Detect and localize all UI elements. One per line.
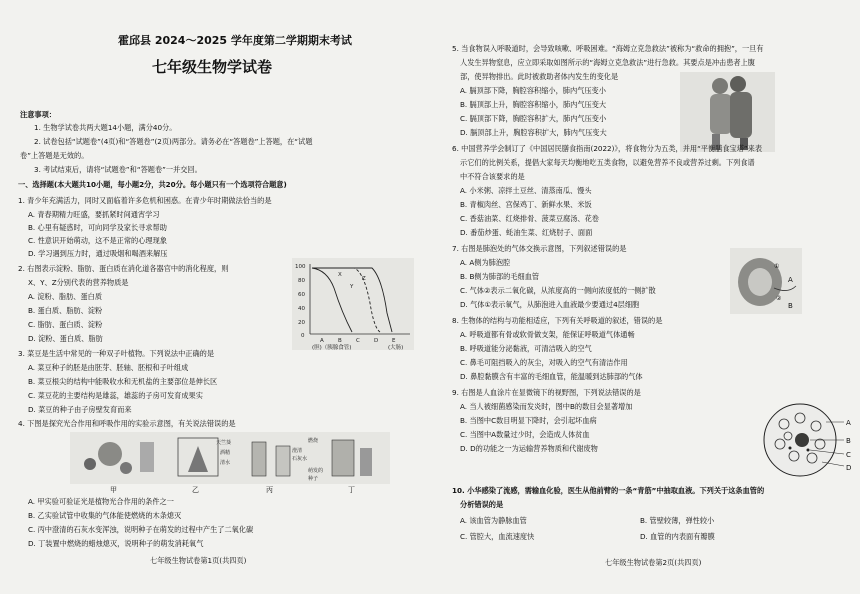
question-2-line2: X、Y、Z分别代表的营养物质是 [28, 278, 129, 287]
question-4: 4. 下图是探究光合作用和呼吸作用的实验示意图，有关说法错误的是 [18, 419, 236, 428]
option: C. 性意识开始萌动，这不是正常的心理现象 [28, 236, 167, 245]
option: B. 青椒肉丝、宫保鸡丁、新鲜水果、米饭 [460, 200, 592, 209]
fig-label-a: A [846, 419, 851, 427]
option: D. 气体①表示氧气，从肺泡进入血液最少要通过4层细胞 [460, 300, 640, 309]
fig-text: 澄清 [292, 448, 303, 454]
option: C. 鼻毛可阻挡吸入的灰尘，对吸入的空气有清洁作用 [460, 358, 628, 367]
note-line: 卷”上答题是无效的。 [20, 151, 89, 160]
option: D. 膈顶部上升，胸腔容积扩大，肺内气压变大 [460, 128, 607, 137]
fig-label-yi: 乙 [192, 486, 199, 494]
option: A. 呼吸道都有骨或软骨做支架，能保证呼吸道气体通畅 [460, 330, 635, 339]
x-tick: E [392, 338, 396, 344]
question-8: 8. 生物体的结构与功能相适应，下列有关呼吸道的叙述，错误的是 [452, 316, 663, 325]
alveolus-figure [730, 248, 802, 314]
question-10-line: 分析错误的是 [460, 500, 504, 509]
question-10: 10. 小华感染了流感，需输血化验，医生从他前臂的一条“青筋”中抽取血液。下列关于这条血管的 [452, 486, 765, 495]
option: A. 菜豆种子的胚是由胚芽、胚轴、胚根和子叶组成 [28, 363, 189, 372]
digestion-chart [292, 258, 414, 350]
y-tick: 80 [298, 278, 305, 284]
curve-label-x: X [338, 272, 342, 278]
x-tick: C [356, 338, 360, 344]
option: B. 菜豆根尖的结构中能吸收水和无机盐的主要部位是伸长区 [28, 377, 218, 386]
y-tick: 40 [298, 306, 305, 312]
option: B. 呼吸道能分泌黏液，可清洁吸入的空气 [460, 344, 592, 353]
option: B. 当图中C数目明显下降时，会引起坏血病 [460, 416, 597, 425]
x-caption: (大肠) [388, 345, 404, 350]
experiment-figure [70, 432, 390, 494]
option: D. 学习遇到压力时，通过吸烟和喝酒来解压 [28, 249, 168, 258]
option: C. 膈顶部下降，胸腔容积扩大，肺内气压变小 [460, 114, 607, 123]
question-6-line: 示它们的比例关系，提倡大家每天均衡地吃五类食物，以避免营养不良或营养过剩。下列食谱 [460, 158, 755, 167]
option: A. 该血管为静脉血管 [460, 516, 527, 525]
fig-label-c: C [846, 451, 851, 459]
curve-label-y: Y [350, 284, 354, 290]
fig-text: 燃烧 [308, 438, 319, 444]
fig-label-1: ① [774, 263, 780, 270]
option: D. 番茄炒蛋、蚝油生菜、红烧肘子、面面 [460, 228, 593, 237]
y-tick: 100 [295, 264, 306, 270]
blood-smear-figure [760, 400, 856, 480]
option: D. D的功能之一为运输营养物质和代谢废物 [460, 444, 598, 453]
option: D. 丁装置中燃烧的蜡烛熄灭，说明种子的萌发消耗氧气 [28, 539, 204, 548]
y-tick: 20 [298, 320, 305, 326]
fig-text: 萌发的 [308, 468, 324, 474]
exam-title: 霍邱县 2024～2025 学年度第二学期期末考试 [118, 34, 352, 47]
y-tick: 0 [301, 333, 305, 339]
option: C. 脂肪、蛋白质、淀粉 [28, 320, 103, 329]
option: C. 气体②表示二氧化碳，从浓度高的一侧向浓度低的一侧扩散 [460, 286, 656, 295]
note-line: 1. 生物学试卷共两大题14小题，满分40分。 [34, 123, 177, 132]
question-7: 7. 右图是肺泡处的气体交换示意图，下列叙述错误的是 [452, 244, 627, 253]
x-tick: D [374, 338, 379, 344]
fig-label-2: ② [776, 295, 782, 302]
fig-text: 石灰水 [292, 456, 308, 462]
question-5: 5. 当食物误入呼吸道时，会导致咳嗽、呼吸困难。“海姆立克急救法”被称为“救命的拥抱”，一旦有 [452, 44, 764, 53]
fig-text: 酒精 [220, 450, 231, 456]
fig-label-b: B [788, 302, 793, 310]
question-3: 3. 菜豆是生活中常见的一种双子叶植物。下列说法中正确的是 [18, 349, 215, 358]
fig-label-a: A [788, 276, 793, 284]
option: A. 当人被细菌感染而发炎时，图中B的数目会显著增加 [460, 402, 633, 411]
question-6: 6. 中国营养学会制订了《中国居民膳食指南(2022)》，将食物分为五类，并用“平衡膳食宝塔”来表 [452, 144, 763, 153]
option: A. 甲实验可验证光是植物光合作用的条件之一 [28, 497, 174, 506]
option: B. 膈顶部上升，胸腔容积缩小，肺内气压变大 [460, 100, 607, 109]
fig-label-jia: 甲 [110, 486, 117, 494]
fig-text: 天竺葵 [216, 440, 232, 446]
option: A. 小米粥、凉拌土豆丝、清蒸南瓜、馒头 [460, 186, 592, 195]
x-tick: A [320, 338, 324, 344]
option: A. 青春期精力旺盛，要抓紧时间通宵学习 [28, 210, 160, 219]
question-1: 1. 青少年充满活力，同时又面临着许多危机和困惑。在青少年时期做法恰当的是 [18, 196, 272, 205]
option: B. 乙实验试管中收集的气体能使燃烧的木条熄灭 [28, 511, 182, 520]
x-tick: B [338, 338, 342, 344]
curve-label-z: Z [362, 276, 366, 282]
option: D. 血管的内表面有瓣膜 [640, 532, 715, 541]
option: D. 鼻腔黏膜含有丰富的毛细血管，能温暖到达肺部的气体 [460, 372, 643, 381]
exam-subtitle: 七年级生物学试卷 [152, 58, 273, 76]
option: A. A侧为肺泡腔 [460, 258, 511, 267]
page-footer: 七年级生物试卷第2页(共四页) [605, 558, 702, 567]
option: A. 膈顶部下降，胸腔容积缩小，肺内气压变小 [460, 86, 606, 95]
question-6-line: 中不符合该要求的是 [460, 172, 525, 181]
option: D. 菜豆的种子由子房壁发育而来 [28, 405, 132, 414]
heimlich-figure [680, 72, 775, 152]
question-9: 9. 右图是人血涂片在显微镜下的视野图，下列说法错误的是 [452, 388, 641, 397]
fig-label-b: B [846, 437, 851, 445]
y-tick: 60 [298, 292, 305, 298]
option: C. 当图中A数量过少时，会造成人体贫血 [460, 430, 590, 439]
fig-text: 种子 [308, 476, 319, 482]
section-heading: 一、选择题(本大题共10小题，每小题2分，共20分。每小题只有一个选项符合题意) [18, 180, 287, 189]
fig-label-ding: 丁 [348, 486, 355, 494]
option: A. 淀粉、脂肪、蛋白质 [28, 292, 103, 301]
option: B. 蛋白质、脂肪、淀粉 [28, 306, 103, 315]
question-5-line: 部，使异物排出。此时被救助者体内发生的变化是 [460, 72, 619, 81]
question-2: 2. 右图表示淀粉、脂肪、蛋白质在消化道各器官中的消化程度，则 [18, 264, 229, 273]
option: C. 香菇油菜、红烧排骨、菠菜豆腐汤、花卷 [460, 214, 599, 223]
option: B. 心里有疑惑时，可向同学及家长寻求帮助 [28, 223, 167, 232]
option: C. 菜豆花的主要结构是雄蕊，雄蕊的子房可发育成果实 [28, 391, 203, 400]
fig-label-d: D [846, 464, 852, 472]
option: B. B侧为肺部的毛细血管 [460, 272, 540, 281]
option: D. 淀粉、蛋白质、脂肪 [28, 334, 103, 343]
notes-heading: 注意事项： [20, 110, 56, 119]
x-caption: (胆)（胰腺食管) [312, 345, 352, 350]
option: B. 管壁较薄，弹性较小 [640, 516, 715, 525]
option: C. 丙中澄清的石灰水变浑浊，说明种子在萌发的过程中产生了二氧化碳 [28, 525, 254, 534]
fig-text: 清水 [220, 460, 231, 466]
note-line: 3. 考试结束后，请将“试题卷”和“答题卷”一并交回。 [34, 165, 202, 174]
fig-label-bing: 丙 [266, 486, 273, 494]
note-line: 2. 试卷包括“试题卷”(4页)和“答题卷”(2页)两部分。请务必在“答题卷”上答题，在“试题 [34, 137, 313, 146]
question-5-line: 人发生异物窒息，应立即采取如图所示的“海姆立克急救法”进行急救。其要点是冲击患者上腹 [460, 58, 755, 67]
page-footer: 七年级生物试卷第1页(共四页) [150, 556, 247, 565]
option: C. 管腔大，血流速度快 [460, 532, 535, 541]
